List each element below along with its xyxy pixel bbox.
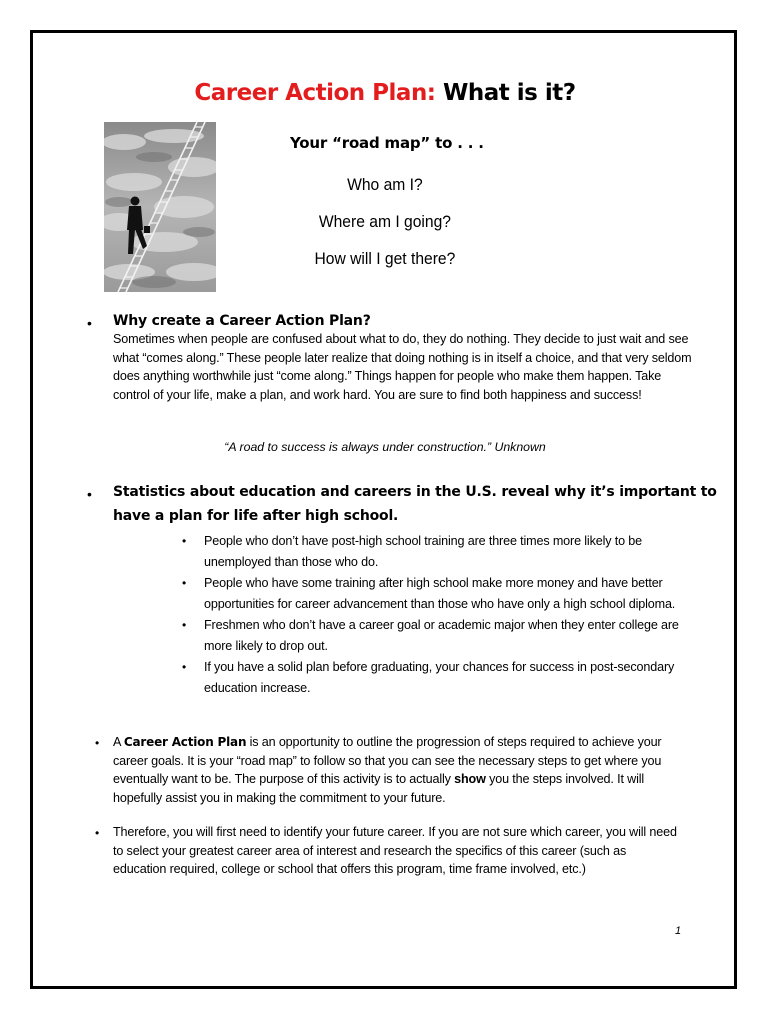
bullet-icon: • — [95, 736, 100, 750]
stats-heading-line1: Statistics about education and careers in the U.S. reveal why it’s important to — [113, 484, 717, 500]
subtitle-road-map: Your “road map” to . . . — [290, 134, 484, 152]
bullet-icon: • — [182, 576, 187, 590]
plan-emphasis: show — [454, 772, 486, 786]
plan-text-2: you the steps involved. It will hopefully assist you in making the commitment to your future. — [113, 772, 645, 805]
page-number: 1 — [675, 925, 682, 937]
stats-list — [182, 531, 682, 699]
list-item — [182, 531, 682, 572]
bullet-icon: • — [182, 660, 187, 674]
bullet-icon: • — [95, 826, 100, 840]
bullet-icon: • — [87, 486, 92, 502]
bullet-icon: • — [182, 534, 187, 548]
quote-road-to-success: “A road to success is always under construction.” Unknown — [224, 440, 546, 454]
plan-term: Career Action Plan — [123, 735, 247, 749]
list-item — [182, 573, 682, 614]
bullet-icon: • — [87, 315, 92, 331]
title-what-is-it: What is it? — [443, 80, 576, 106]
page-title — [0, 80, 770, 106]
stats-heading-line2: have a plan for life after high school. — [113, 508, 399, 524]
plan-paragraph — [113, 733, 681, 807]
bullet-icon: • — [182, 618, 187, 632]
list-item — [182, 657, 682, 698]
stat-text: People who don’t have post-high school training are three times more likely to be unemployed than those who do. — [204, 534, 642, 569]
title-career-action-plan: Career Action Plan: — [194, 80, 436, 106]
question-how-will-i-get-there: How will I get there? — [314, 249, 456, 268]
plan-prefix: A — [113, 735, 121, 749]
question-who-am-i: Who am I? — [347, 175, 423, 194]
question-where-am-i-going: Where am I going? — [318, 212, 451, 231]
why-heading: Why create a Career Action Plan? — [113, 313, 371, 329]
stat-text: If you have a solid plan before graduating, your chances for success in post-secondary education increase. — [204, 660, 675, 695]
therefore-paragraph: Therefore, you will first need to identify your future career. If you are not sure which career, you will need to select your greatest career area of interest and research the specifics of this career (such as education required, college or school that offers this program, time frame involved, etc.) — [113, 825, 677, 876]
stat-text: Freshmen who don’t have a career goal or academic major when they enter college are more likely to drop out. — [204, 618, 679, 653]
stat-text: People who have some training after high school make more money and have better opportunities for career advancement than those who have only a high school diploma. — [204, 576, 676, 611]
plan-text-1: is an opportunity to outline the progression of steps required to achieve your career goals. It is your “road map” to follow so that you can see the necessary steps to get where you eventually want to be. The purpose of this activity is to actually — [113, 735, 662, 786]
list-item — [182, 615, 682, 656]
why-paragraph: Sometimes when people are confused about what to do, they do nothing. They decide to just wait and see what “comes along.” These people later realize that doing nothing is in itself a choice, and that very seldom does anything worthwhile just “come along.” Things happen for people who make them happen. Take control of your life, make a plan, and work hard. You are sure to find both happiness and success! — [113, 332, 692, 402]
